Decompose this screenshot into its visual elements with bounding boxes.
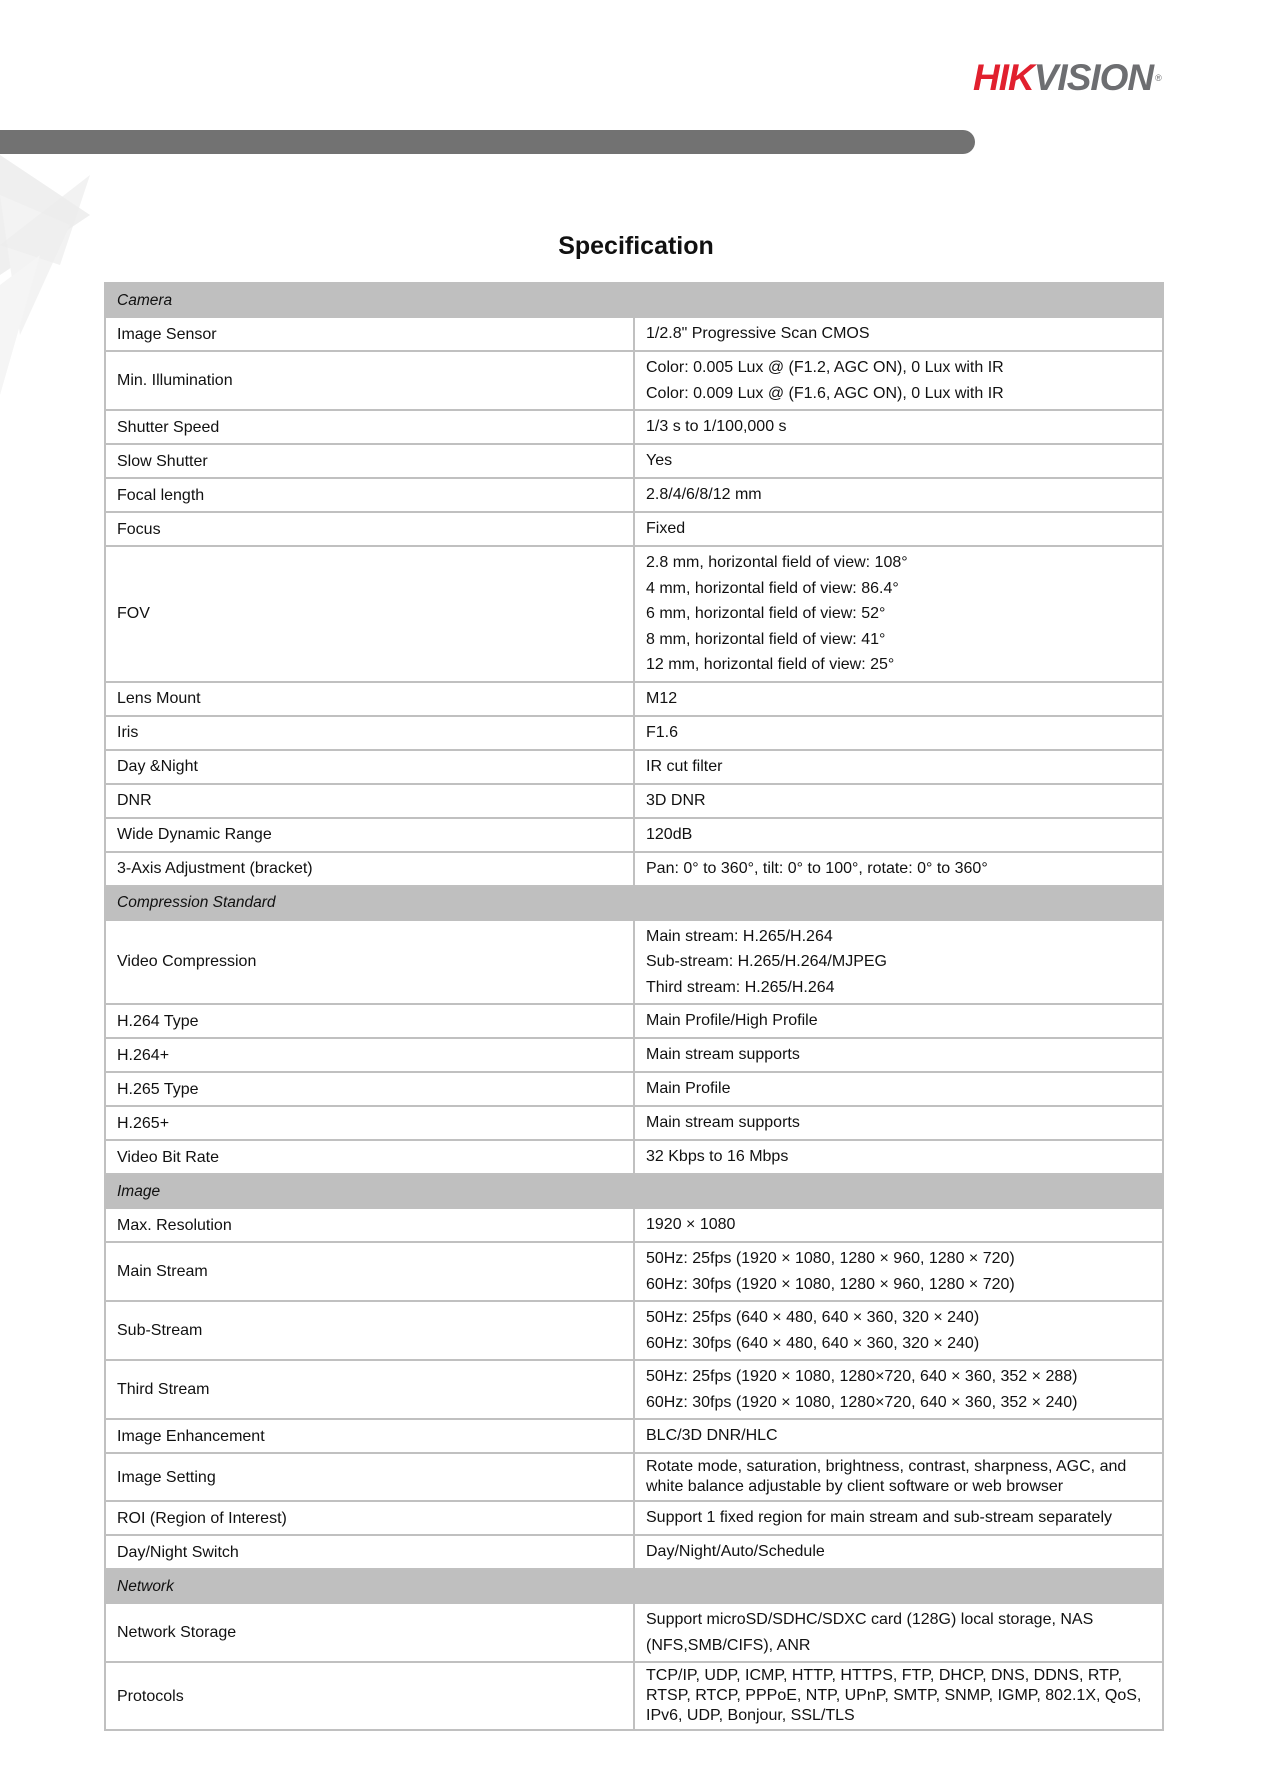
spec-value [634, 512, 1163, 546]
spec-value-line: BLC/3D DNR/HLC [646, 1427, 778, 1445]
spec-value-line: F1.6 [646, 723, 679, 741]
spec-label: Sub-Stream [105, 1301, 634, 1360]
spec-value [634, 750, 1163, 784]
spec-row [105, 852, 1163, 886]
spec-row [105, 682, 1163, 716]
spec-value-line: 3D DNR [646, 791, 706, 809]
spec-label: Image Sensor [105, 317, 634, 351]
spec-value [634, 1208, 1163, 1242]
spec-row [105, 1004, 1163, 1038]
section-header [105, 283, 1163, 317]
hikvision-logo [973, 58, 1161, 98]
spec-label: ROI (Region of Interest) [105, 1501, 634, 1535]
spec-value [634, 546, 1163, 682]
spec-label: Day/Night Switch [105, 1535, 634, 1569]
spec-value [634, 1419, 1163, 1453]
spec-label: 3-Axis Adjustment (bracket) [105, 852, 634, 886]
spec-value-line: 50Hz: 25fps (1920 × 1080, 1280 × 960, 1280 × 720) [646, 1250, 1015, 1267]
section-title: Image [105, 1174, 1163, 1208]
spec-value [634, 852, 1163, 886]
spec-row [105, 1419, 1163, 1453]
spec-row [105, 546, 1163, 682]
spec-value-line: Support microSD/SDHC/SDXC card (128G) local storage, NAS (NFS,SMB/CIFS), ANR [646, 1611, 1094, 1654]
spec-label: Main Stream [105, 1242, 634, 1301]
spec-row [105, 818, 1163, 852]
spec-value-line: TCP/IP, UDP, ICMP, HTTP, HTTPS, FTP, DHCP, DNS, DDNS, RTP, RTSP, RTCP, PPPoE, NTP, UPnP, SMTP, SNMP, IGMP, 802.1X, QoS, IPv6, UDP, Bonjour, SSL/TLS [646, 1667, 1142, 1724]
spec-value-line: 8 mm, horizontal field of view: 41° [646, 630, 886, 648]
spec-row [105, 1208, 1163, 1242]
spec-label: H.265+ [105, 1106, 634, 1140]
section-header [105, 1569, 1163, 1603]
spec-label: FOV [105, 546, 634, 682]
spec-label: Protocols [105, 1662, 634, 1730]
spec-value [634, 920, 1163, 1005]
spec-row [105, 1301, 1163, 1360]
spec-value-line: Day/Night/Auto/Schedule [646, 1543, 825, 1561]
spec-value-line: Color: 0.009 Lux @ (F1.6, AGC ON), 0 Lux with IR [646, 384, 1004, 402]
spec-row [105, 317, 1163, 351]
spec-value-line: 60Hz: 30fps (1920 × 1080, 1280×720, 640 × 360, 352 × 240) [646, 1393, 1078, 1411]
spec-value-line: 1920 × 1080 [646, 1216, 736, 1234]
section-header [105, 1174, 1163, 1208]
spec-label: Slow Shutter [105, 444, 634, 478]
spec-row [105, 716, 1163, 750]
spec-row [105, 1140, 1163, 1174]
spec-value-line: 2.8/4/6/8/12 mm [646, 486, 762, 504]
section-header [105, 886, 1163, 920]
spec-value [634, 1004, 1163, 1038]
spec-label: Wide Dynamic Range [105, 818, 634, 852]
spec-value-line: 6 mm, horizontal field of view: 52° [646, 605, 886, 622]
spec-value-line: Main stream supports [646, 1114, 800, 1132]
spec-label: DNR [105, 784, 634, 818]
spec-row [105, 1106, 1163, 1140]
spec-label: Day &Night [105, 750, 634, 784]
spec-label: Shutter Speed [105, 410, 634, 444]
spec-label: H.264 Type [105, 1004, 634, 1038]
spec-value-line: Yes [646, 452, 673, 470]
spec-value [634, 1072, 1163, 1106]
spec-value-line: 120dB [646, 825, 693, 843]
spec-value [634, 1453, 1163, 1501]
spec-value-line: 50Hz: 25fps (1920 × 1080, 1280×720, 640 × 360, 352 × 288) [646, 1368, 1078, 1385]
spec-value-line: Rotate mode, saturation, brightness, contrast, sharpness, AGC, and white balance adjustable by client software or web browser [646, 1458, 1127, 1495]
spec-value [634, 351, 1163, 410]
spec-row [105, 1662, 1163, 1730]
spec-label: Network Storage [105, 1603, 634, 1662]
spec-label: Third Stream [105, 1360, 634, 1419]
spec-value-line: 60Hz: 30fps (640 × 480, 640 × 360, 320 × 240) [646, 1334, 980, 1352]
spec-label: Image Enhancement [105, 1419, 634, 1453]
spec-row [105, 1038, 1163, 1072]
spec-row [105, 1501, 1163, 1535]
spec-row [105, 1603, 1163, 1662]
spec-label: Focus [105, 512, 634, 546]
registered-mark: ® [1155, 73, 1161, 83]
spec-value-line: Color: 0.005 Lux @ (F1.2, AGC ON), 0 Lux with IR [646, 359, 1004, 376]
spec-row [105, 478, 1163, 512]
spec-label: Max. Resolution [105, 1208, 634, 1242]
spec-value-line: Support 1 fixed region for main stream and sub-stream separately [646, 1509, 1113, 1527]
spec-value [634, 478, 1163, 512]
spec-row [105, 410, 1163, 444]
spec-value-line: 2.8 mm, horizontal field of view: 108° [646, 554, 908, 571]
spec-value [634, 818, 1163, 852]
spec-value [634, 716, 1163, 750]
spec-value [634, 1662, 1163, 1730]
header-bar [0, 130, 975, 154]
spec-row [105, 1453, 1163, 1501]
spec-label: Iris [105, 716, 634, 750]
spec-value-line: Main stream supports [646, 1046, 800, 1064]
spec-row [105, 1242, 1163, 1301]
spec-value [634, 317, 1163, 351]
spec-value-line: Fixed [646, 520, 686, 538]
spec-value-line: Main Profile [646, 1080, 731, 1098]
spec-value-line: 1/2.8" Progressive Scan CMOS [646, 325, 870, 343]
spec-value [634, 1242, 1163, 1301]
spec-row [105, 444, 1163, 478]
spec-value-line: Pan: 0° to 360°, tilt: 0° to 100°, rotate: 0° to 360° [646, 859, 988, 877]
spec-value [634, 1360, 1163, 1419]
spec-row [105, 1535, 1163, 1569]
section-title: Network [105, 1569, 1163, 1603]
spec-label: Min. Illumination [105, 351, 634, 410]
spec-value [634, 1140, 1163, 1174]
spec-label: H.264+ [105, 1038, 634, 1072]
spec-value [634, 410, 1163, 444]
spec-table [104, 282, 1164, 1731]
spec-value [634, 1301, 1163, 1360]
logo-text-vision: VISION [1033, 57, 1154, 98]
spec-row [105, 512, 1163, 546]
spec-value-line: 60Hz: 30fps (1920 × 1080, 1280 × 960, 1280 × 720) [646, 1275, 1015, 1293]
spec-value-line: Third stream: H.265/H.264 [646, 978, 835, 996]
spec-value-line: 32 Kbps to 16 Mbps [646, 1148, 789, 1166]
spec-label: Video Bit Rate [105, 1140, 634, 1174]
spec-label: H.265 Type [105, 1072, 634, 1106]
spec-value-line: 1/3 s to 1/100,000 s [646, 418, 787, 436]
spec-row [105, 1360, 1163, 1419]
spec-value [634, 1603, 1163, 1662]
spec-label: Lens Mount [105, 682, 634, 716]
spec-value [634, 444, 1163, 478]
spec-value-line: Sub-stream: H.265/H.264/MJPEG [646, 953, 887, 970]
spec-label: Video Compression [105, 920, 634, 1005]
logo-text-hik: HIK [973, 57, 1034, 98]
spec-value-line: 50Hz: 25fps (640 × 480, 640 × 360, 320 × 240) [646, 1309, 980, 1326]
spec-label: Image Setting [105, 1453, 634, 1501]
spec-value-line: Main stream: H.265/H.264 [646, 927, 833, 945]
spec-row [105, 920, 1163, 1005]
spec-value [634, 1501, 1163, 1535]
spec-value-line: 4 mm, horizontal field of view: 86.4° [646, 579, 899, 597]
spec-value [634, 1535, 1163, 1569]
section-title: Compression Standard [105, 886, 1163, 920]
spec-value [634, 1038, 1163, 1072]
spec-value-line: 12 mm, horizontal field of view: 25° [646, 656, 895, 673]
spec-value-line: IR cut filter [646, 757, 723, 775]
spec-value [634, 784, 1163, 818]
spec-label: Focal length [105, 478, 634, 512]
spec-value-line: M12 [646, 689, 678, 707]
spec-row [105, 1072, 1163, 1106]
decorative-watermark-icon [0, 155, 100, 405]
section-title: Camera [105, 283, 1163, 317]
spec-row [105, 750, 1163, 784]
spec-value [634, 1106, 1163, 1140]
spec-row [105, 351, 1163, 410]
page-title: Specification [558, 232, 714, 260]
spec-value-line: Main Profile/High Profile [646, 1012, 818, 1030]
spec-row [105, 784, 1163, 818]
spec-value [634, 682, 1163, 716]
